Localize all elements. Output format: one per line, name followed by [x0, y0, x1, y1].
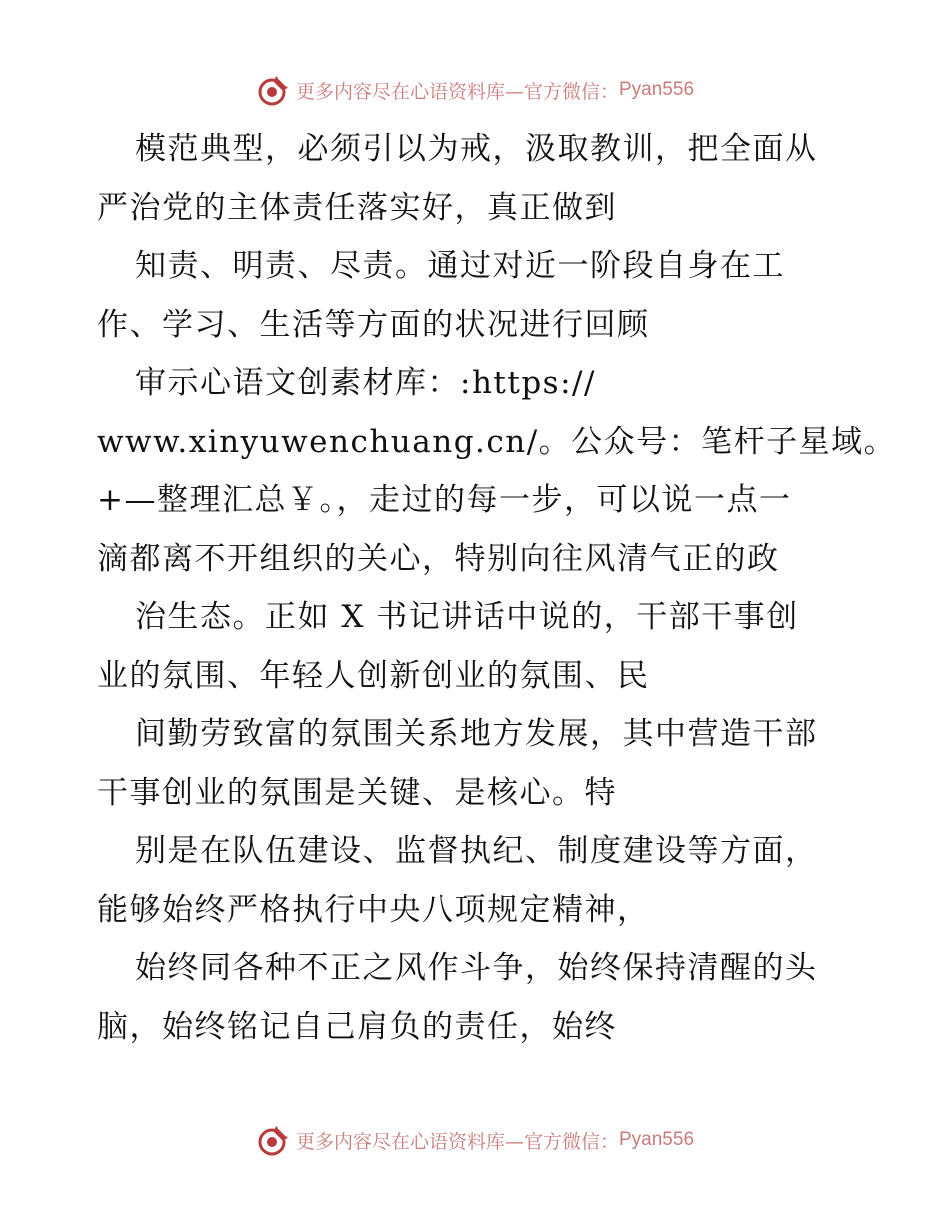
- body-line: 干事创业的氛围是关键、是核心。特: [97, 774, 617, 811]
- header-banner-handle: Pyan556: [619, 79, 695, 100]
- footer-banner-text: 更多内容尽在心语资料库—官方微信：: [295, 1130, 619, 1153]
- header-banner: [0, 70, 950, 110]
- body-line: 始终同各种不正之风作斗争，始终保持清醒的头: [135, 950, 818, 986]
- body-line: 审示心语文创素材库：:https://: [135, 365, 596, 401]
- body-line: 模范典型，必须引以为戒，汲取教训，把全面从: [135, 131, 818, 167]
- body-line: www.xinyuwenchuang.cn/。公众号：笔杆子星域。: [97, 423, 897, 460]
- footer-banner-handle: Pyan556: [619, 1129, 695, 1150]
- body-line: 严治党的主体责任落实好，真正做到: [97, 189, 617, 226]
- document-body: [97, 120, 897, 1056]
- body-line: 间勤劳致富的氛围关系地方发展，其中营造干部: [135, 716, 818, 752]
- body-line: 别是在队伍建设、监督执纪、制度建设等方面，: [135, 833, 818, 869]
- body-line: +—整理汇总￥。，走过的每一步，可以说一点一: [97, 482, 792, 518]
- body-line: 能够始终严格执行中央八项规定精神，: [97, 891, 650, 928]
- body-line: 滴都离不开组织的关心，特别向往风清气正的政: [97, 540, 780, 577]
- brand-logo-icon: [256, 1122, 292, 1158]
- body-line: 治生态。正如 X 书记讲话中说的，干部干事创: [135, 599, 799, 635]
- header-banner-text: 更多内容尽在心语资料库—官方微信：: [295, 80, 619, 103]
- body-line: 作、学习、生活等方面的状况进行回顾: [97, 306, 650, 343]
- body-line: 知责、明责、尽责。通过对近一阶段自身在工: [135, 248, 785, 284]
- brand-logo-icon: [256, 72, 292, 108]
- body-line: 脑，始终铭记自己肩负的责任，始终: [97, 1008, 617, 1045]
- footer-banner: [0, 1120, 950, 1160]
- body-line: 业的氛围、年轻人创新创业的氛围、民: [97, 657, 650, 694]
